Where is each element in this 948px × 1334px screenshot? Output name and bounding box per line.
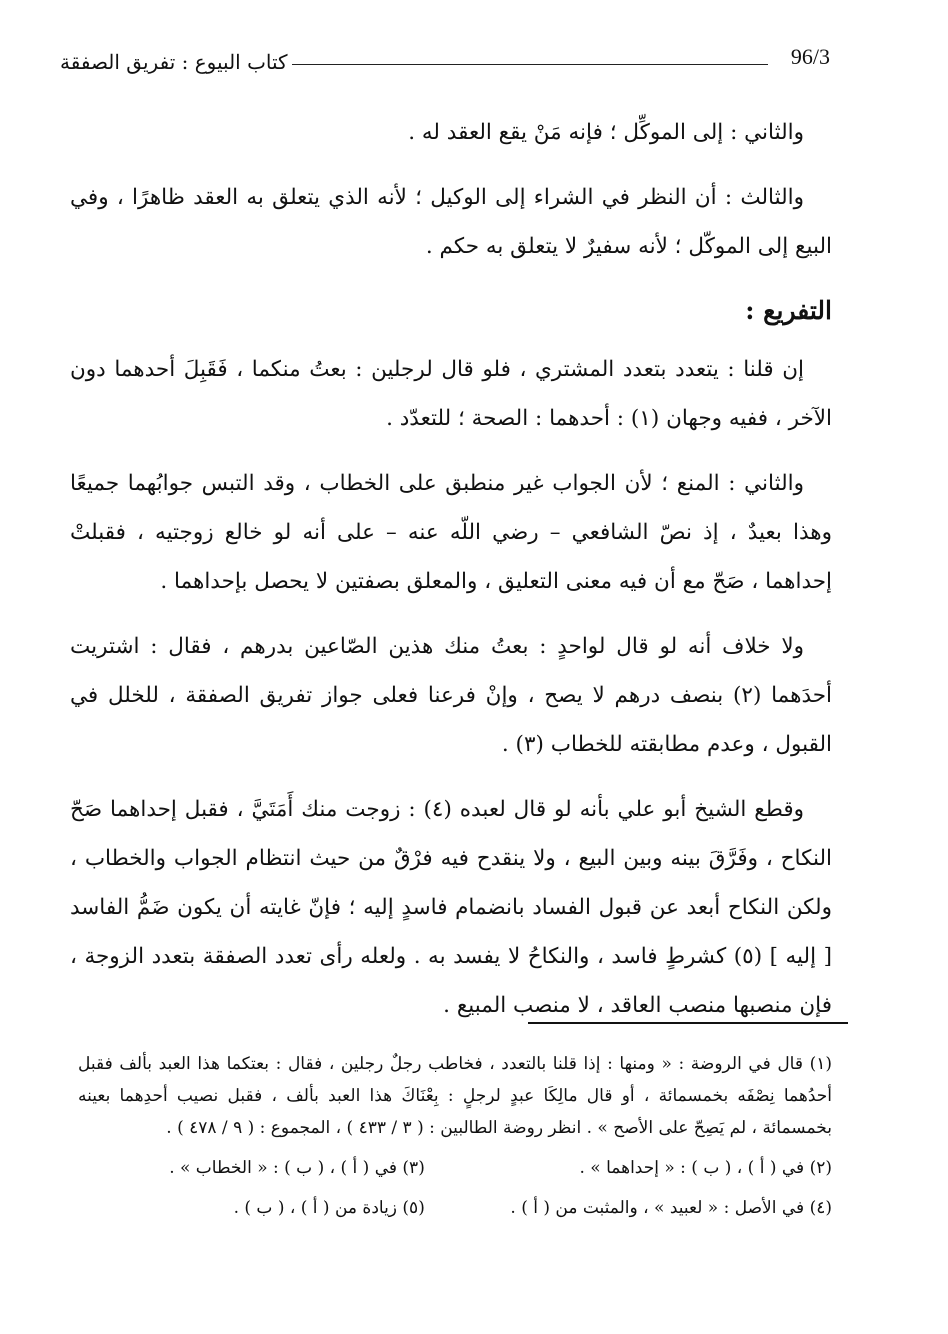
paragraph: والثاني : إلى الموكِّل ؛ فإنه مَنْ يقع العقد له . (408, 120, 804, 145)
running-header (60, 44, 830, 84)
footnote-row (78, 1152, 832, 1184)
footnote-4: (٤) في الأصل : « لعبيد » ، والمثبت من ( أ ) . (510, 1198, 832, 1218)
footnote-1: (١) قال في الروضة : « ومنها : إذا قلنا بالتعدد ، فخاطب رجلٌ رجلين ، فقال : بعتكما هذا العبد بألف فقبل أحدُهما نِصْفَه بخمسمائة ، أو قال مالِكَا عبدٍ لرجلٍ : بِعْنَاكَ هذا العبد بألف ، فقبل نصيب أحدِهما بعينه بخمسمائة ، لم يَصِحّ على الأصح » . انظر روضة الطالبين : ( ٣ / ٤٣٣ ) ، المجموع : ( ٩ / ٤٧٨ ) . (78, 1054, 832, 1138)
footnotes (78, 1048, 832, 1224)
section-heading: التفريع : (745, 296, 832, 325)
paragraph: وقطع الشيخ أبو علي بأنه لو قال لعبده (٤) : زوجت منك أَمَتَيَّ ، فقبل إحداهما صَحّ النكاح ، وفَرَّقَ بينه وبين البيع ، ولا ينقدح فيه فرْقٌ من حيث انتظام الجواب والخطاب ، ولكن النكاح أبعد عن قبول الفساد بانضمام فاسدٍ إليه ؛ فإنّ غايته أن يكون ضَمُّ الفاسد [ إليه ] (٥) كشرطٍ فاسد ، والنكاحُ لا يفسد به . ولعله رأى تعدد الصفقة بتعدد الزوجة ، فإن منصبها منصب العاقد ، لا منصب المبيع . (70, 797, 832, 1018)
footnote-2: (٢) في ( أ ) ، ( ب ) : « إحداهما » . (579, 1158, 832, 1178)
footnote-separator (528, 1022, 848, 1024)
header-rule (292, 64, 768, 65)
paragraph: والثالث : أن النظر في الشراء إلى الوكيل ؛ لأنه الذي يتعلق به العقد ظاهرًا ، وفي البيع إلى الموكّل ؛ لأنه سفيرٌ لا يتعلق به حكم . (70, 185, 832, 259)
footnote-row (78, 1192, 832, 1224)
page-number: 96/3 (790, 44, 830, 69)
footnote-3: (٣) في ( أ ) ، ( ب ) : « الخطاب » . (169, 1158, 425, 1178)
footnote-5: (٥) زيادة من ( أ ) ، ( ب ) . (233, 1198, 425, 1218)
paragraph: ولا خلاف أنه لو قال لواحدٍ : بعتُ منك هذين الصّاعين بدرهم ، فقال : اشتريت أحدَهما (٢) بنصف درهم لا يصح ، وإنْ فرعنا فعلى جواز تفريق الصفقة ، للخلل في القبول ، وعدم مطابقته للخطاب (٣) . (70, 634, 832, 757)
main-text (70, 108, 832, 1046)
paragraph: والثاني : المنع ؛ لأن الجواب غير منطبق على الخطاب ، وقد التبس جوابُهما جميعًا وهذا بعيدٌ ، إذ نصّ الشافعي – رضي اللّه عنه – على أنه لو خالع زوجتيه ، فقبلتْ إحداهما ، صَحّ مع أن فيه معنى التعليق ، والمعلق بصفتين لا يحصل بإحداهما . (70, 471, 832, 594)
paragraph: إن قلنا : يتعدد بتعدد المشتري ، فلو قال لرجلين : بعتُ منكما ، فَقَبِلَ أحدهما دون الآخر ، ففيه وجهان (١) : أحدهما : الصحة ؛ للتعدّد . (70, 357, 832, 431)
running-title: كتاب البيوع : تفريق الصفقة (60, 50, 288, 74)
